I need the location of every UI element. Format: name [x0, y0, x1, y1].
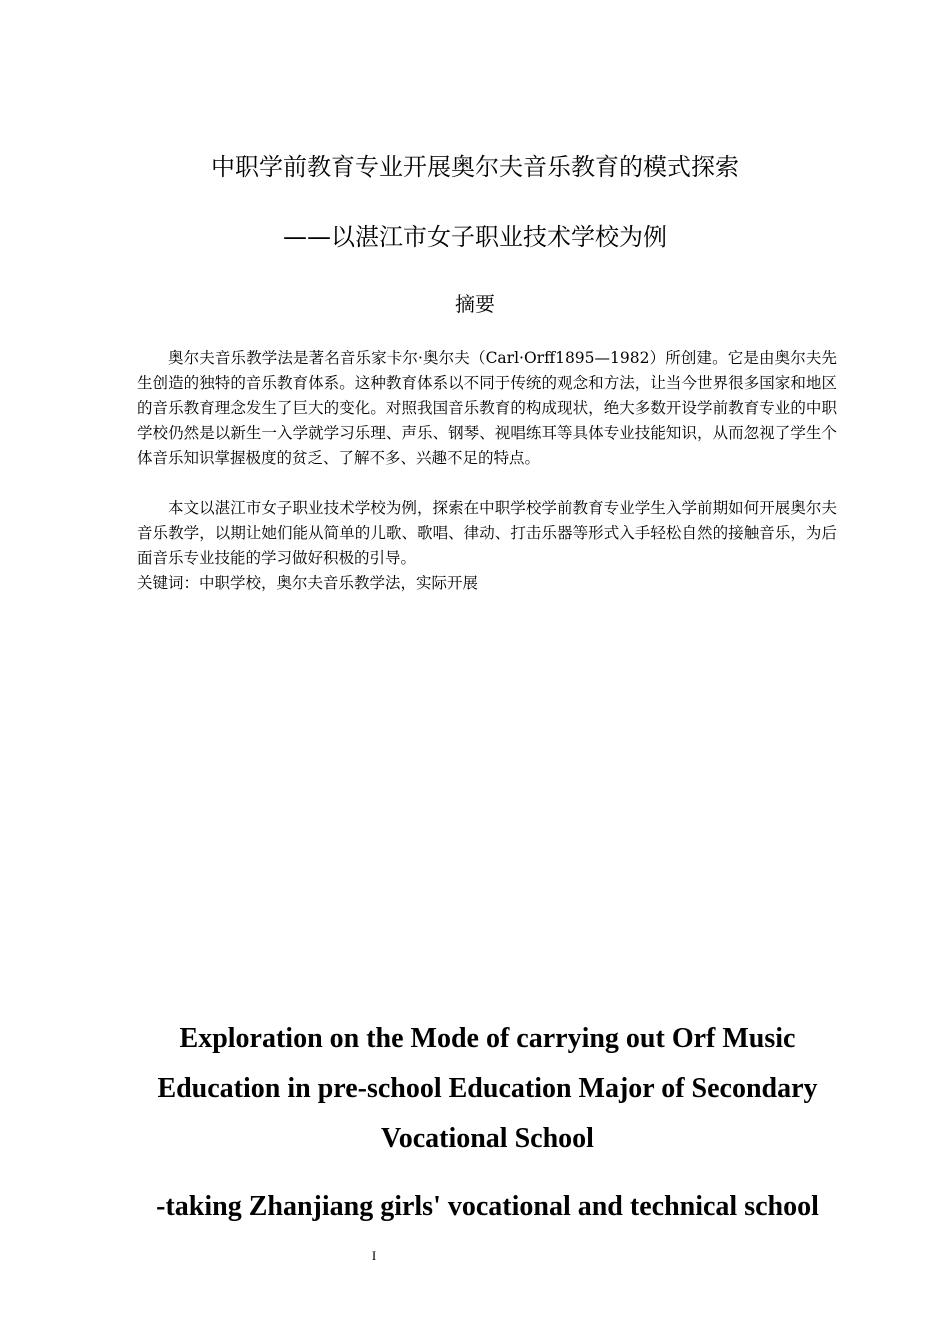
keywords-line [137, 571, 837, 596]
chinese-subtitle: ——以湛江市女子职业技术学校为例 [283, 223, 667, 251]
abstract-paragraph-2: 本文以湛江市女子职业技术学校为例，探索在中职学校学前教育专业学生入学前期如何开展奥尔夫音乐教学，以期让她们能从简单的儿歌、歌唱、律动、打击乐器等形式入手轻松自然的接触音乐，为后面音乐专业技能的学习做好积极的引导。 [137, 499, 837, 567]
english-title: Exploration on the Mode of carrying out Orf Music Education in pre-school Education Major of Secondary Vocational School [157, 1023, 818, 1154]
chinese-title: 中职学前教育专业开展奥尔夫音乐教育的模式探索 [211, 153, 739, 181]
keywords-text: 中职学校，奥尔夫音乐教学法，实际开展 [199, 574, 479, 592]
abstract-heading: 摘要 [455, 292, 495, 316]
page-number: I [371, 1248, 377, 1263]
keywords-label: 关键词： [137, 574, 200, 592]
abstract-paragraph-1: 奥尔夫音乐教学法是著名音乐家卡尔·奥尔夫（Carl·Orff1895—1982）所创建。它是由奥尔夫先生创造的独特的音乐教育体系。这种教育体系以不同于传统的观念和方法，让当今世界很多国家和地区的音乐教育理念发生了巨大的变化。对照我国音乐教育的构成现状，绝大多数开设学前教育专业的中职学校仍然是以新生一入学就学习乐理、声乐、钢琴、视唱练耳等具体专业技能知识，从而忽视了学生个体音乐知识掌握极度的贫乏、了解不多、兴趣不足的特点。 [137, 349, 837, 467]
english-subtitle: -taking Zhanjiang girls' vocational and technical school [156, 1191, 819, 1222]
